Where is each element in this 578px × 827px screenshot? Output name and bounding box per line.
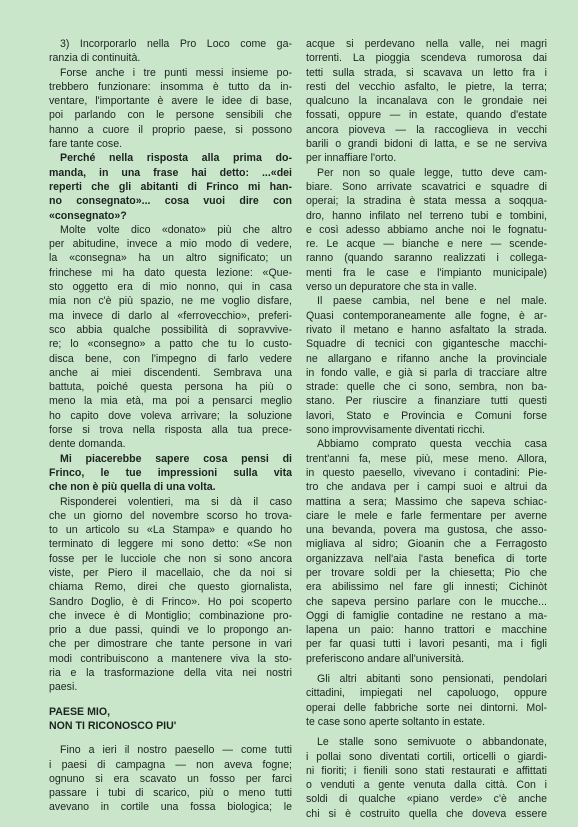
right-column-text-line: operai; la stradina è stata messa a soqqua- — [306, 195, 547, 208]
left-column-text-line: hanno a cuore il proprio paese, si possono — [49, 123, 292, 136]
right-column-text-line: per trovare soldi per la chiesetta; Pio che — [306, 566, 547, 579]
right-column-text-line: ranno (quando saranno realizzati i collega- — [306, 252, 547, 265]
left-text-column — [49, 37, 292, 815]
left-column-bold-line: manda, in una frase hai detto: ...«dei — [49, 166, 292, 179]
right-column-text-line: Abbiamo comprato questa vecchia casa — [317, 438, 547, 451]
right-column-text-line: una bevanda, povera ma gustosa, che asso- — [306, 524, 547, 537]
left-column-text-line: per abitudine, invece a mio modo di vedere, — [49, 238, 292, 251]
right-column-text-line: che sapeva persino parlare con le mucche... — [306, 595, 547, 608]
right-column-text-line: Gli altri abitanti sono pensionati, pendolari — [317, 673, 547, 686]
right-column-text-line: per far quasi tutti i lavori pesanti, ma i figli — [306, 638, 547, 651]
right-column-text-line: chi si è costruito quella che doveva essere — [306, 807, 547, 820]
right-column-text-line: resti del vecchio asfalto, le pietre, la terra; — [306, 80, 547, 93]
paragraph-spacer — [49, 733, 292, 743]
right-column-text-line: operai delle fabbriche sorte nei dintorni. Mol- — [306, 701, 547, 714]
right-column-text-line: Squadre di tecnici con gigantesche macchi- — [306, 338, 547, 351]
right-column-text-line: mattina a sera; Massimo che sapeva schiac- — [306, 495, 547, 508]
right-column-text-line: migliava al sidro; Gioanin che a Ferragosto — [306, 538, 547, 551]
left-column-text-line: che un giorno del novembre scorso ho trova- — [49, 509, 292, 522]
right-column-text-line: lavori, Stato e Provincia e Comuni forse — [306, 409, 547, 422]
right-column-text-line: fossati, oppure — in estate, quando d'estate — [306, 109, 547, 122]
left-column-bold-line: che non è più quella di una volta. — [49, 481, 216, 494]
right-column-text-line: sono improvvisamente diventati ricchi. — [306, 424, 485, 437]
left-column-text-line: che invece è di Montiglio; combinazione pro- — [49, 609, 292, 622]
right-column-text-line: strade: quelle che ci sono, sembra, non ba- — [306, 381, 547, 394]
right-column-text-line: rivato il metano e hanno asfaltato la strada. — [306, 323, 547, 336]
right-column-text-line: ciare le mele e farle fermentare per averne — [306, 509, 547, 522]
left-column-text-line: 3) Incorporarlo nella Pro Loco come ga- — [60, 38, 292, 50]
left-column-text-line: ognuno si era scavato un fosso per farci — [49, 772, 292, 785]
left-column-text-line: re; lo «consegno» a patto che tu lo custo- — [49, 338, 292, 351]
right-column-text-line: Per non so quale legge, tutto deve cam- — [317, 166, 547, 179]
right-column-text-line: ne allargano e rifanno anche la provinciale — [306, 352, 547, 365]
left-column-text-line: ho capito dove voleva arrivare; la soluzione — [49, 409, 292, 422]
left-column-text-line: trebbero funzionare: insomma è tutto da in- — [49, 80, 292, 93]
right-column-text-line: re. Le acque — bianche e nere — scende- — [306, 238, 547, 251]
right-column-text-line: dro, hanno infilato nel terreno tubi e tombini, — [306, 209, 547, 222]
left-column-text-line: poi parlando con le persone sensibili che — [49, 109, 292, 122]
right-column-text-line: ni fioriti; i fienili sono stati restaurati e affittati — [306, 764, 547, 777]
left-column-text-line: Forse anche i tre punti messi insieme po- — [60, 66, 292, 79]
right-column-text-line: biare. Sono arrivate scavatrici e squadre di — [306, 180, 547, 193]
right-column-text-line: acque si perdevano nella valle, nei magri — [306, 38, 547, 50]
right-column-text-line: cittadini, impiegati nel capoluogo, oppure — [306, 687, 547, 700]
right-column-text-line: era abilissimo nel fare gli innesti; Cichinòt — [306, 581, 547, 594]
right-column-text-line: barili o grandi bidoni di latta, e se ne serviva — [306, 138, 547, 151]
left-column-text-line: sto oggetto era di mio nonno, qui in casa — [49, 281, 292, 294]
right-column-text-line: soldi di qualche «piano verde» c'è anche — [306, 793, 547, 806]
right-column-text-line: verso un depuratore che sta in valle. — [306, 281, 477, 294]
left-column-text-line: viste, per Piero il macellaio, che da noi si — [49, 566, 292, 579]
left-column-text-line: la «consegna» ha un altro significato; un — [49, 252, 292, 265]
right-column-text-line: trent'anni fa, mese più, mese meno. Allora, — [306, 452, 547, 465]
paragraph-spacer — [49, 695, 292, 705]
left-column-text-line: passare i tubi di scarico, più o meno tutti — [49, 787, 292, 800]
left-column-bold-line: no consegnato»... cosa vuoi dire con — [49, 195, 292, 208]
right-column-text-line: qualcuno la incanalava con le grondaie nei — [306, 95, 547, 108]
right-column-text-line: lapena un paio: hanno trattori e macchine — [306, 624, 547, 637]
right-column-text-line: i pollai sono diventati cortili, orticelli o giardi- — [306, 750, 547, 763]
right-column-text-line: e così adesso abbiamo anche noi le fognatu- — [306, 223, 547, 236]
left-column-text-line: modi contribuiscono a mantenere viva la sto- — [49, 652, 292, 665]
right-text-column — [306, 37, 547, 821]
right-column-text-line: preferiscono andare all'università. — [306, 652, 465, 665]
left-column-bold-line: «consegnato»? — [49, 209, 127, 222]
left-column-text-line: paesi. — [49, 681, 78, 694]
right-column-text-line: stano. Per riuscire a finanziare tutti questi — [306, 395, 547, 408]
right-column-text-line: per innaffiare l'orto. — [306, 152, 397, 165]
left-column-text-line: battuta, poiché questa persona ha più o — [49, 381, 292, 394]
right-column-text-line: ancora pioveva — la raccoglieva in vecchi — [306, 123, 547, 136]
left-column-bold-line: Perché nella risposta alla prima do- — [60, 152, 292, 165]
left-column-text-line: ventare, l'importante è avere le idee di base, — [49, 95, 292, 108]
left-column-text-line: terminato di leggere mi sono detto: «Se non — [49, 538, 292, 551]
left-column-text-line: chiama Remo, direi che questo giornalista, — [49, 581, 292, 594]
right-column-text-line: tro che andava per i campi suoi e altrui da — [306, 481, 547, 494]
left-column-text-line: ma invece di darlo al «ferrovecchio», preferi- — [49, 309, 292, 322]
left-column-text-line: ria e la trasformazione della vita nei nostri — [49, 667, 292, 680]
left-column-bold-line: Frinco, le tue impressioni sulla vita — [49, 466, 292, 479]
right-column-text-line: in fondo valle, e già si parla di tracciare altre — [306, 366, 547, 379]
left-column-text-line: dente domanda. — [49, 438, 126, 451]
right-column-text-line: te case sono aperte soltanto in estate. — [306, 715, 486, 728]
left-column-text-line: anche ai miei discendenti. Sembrava una — [49, 366, 292, 379]
right-column-text-line: Oggi di famiglie contadine ne restano a ma- — [306, 609, 547, 622]
right-column-text-line: tetti sulla strada, si scavava un letto fra i — [306, 66, 547, 79]
left-column-text-line: prio a due passi, quindi ve lo propongo an- — [49, 624, 292, 637]
left-column-text-line: frinchese mi ha dato questa lezione: «Que- — [49, 266, 292, 279]
right-column-text-line: torrenti. La pioggia scendeva rumorosa dai — [306, 52, 547, 65]
left-column-text-line: fare tante cose. — [49, 138, 123, 151]
left-column-text-line: che per dimostrare che tante persone in vari — [49, 638, 292, 651]
left-column-bold-line: NON TI RICONOSCO PIU' — [49, 719, 177, 732]
left-column-text-line: Molte volte dico «donato» più che altro — [60, 223, 292, 236]
right-column-text-line: Le stalle sono semivuote o abbandonate, — [317, 736, 547, 749]
left-column-bold-line: PAESE MIO, — [49, 705, 111, 718]
left-column-bold-line: reperti che gli abitanti di Frinco mi han- — [49, 180, 292, 193]
left-column-text-line: sco abbia qualche possibilità di sopravvive- — [49, 323, 292, 336]
left-column-text-line: ranzia di continuità. — [49, 52, 141, 65]
left-column-text-line: forse si trova nella risposta alla tua prece- — [49, 424, 292, 437]
left-column-text-line: avevano in cortile una fossa biologica; le — [49, 801, 292, 814]
left-column-text-line: to un articolo su «La Stampa» e quando ho — [49, 524, 292, 537]
left-column-text-line: disca bene, con l'impegno di farlo vedere — [49, 352, 292, 365]
right-column-text-line: o venduti a gente venuta dalla città. Con i — [306, 779, 547, 792]
left-column-text-line: mia non c'è più spazio, ne me voglio disfare, — [49, 295, 292, 308]
left-column-text-line: Risponderei volentieri, ma si dà il caso — [60, 495, 292, 508]
left-column-text-line: meno la mia età, ma poi a pensarci meglio — [49, 395, 292, 408]
right-column-text-line: in questo paesello, vivevano i contadini: Pie- — [306, 466, 547, 479]
right-column-text-line: Il paese cambia, nel bene e nel male. — [317, 295, 547, 308]
left-column-bold-line: Mi piacerebbe sapere cosa pensi di — [60, 452, 292, 465]
right-column-text-line: Quasi contemporaneamente alle fogne, è ar- — [306, 309, 547, 322]
left-column-text-line: Fino a ieri il nostro paesello — come tutti — [60, 744, 292, 757]
left-column-text-line: i paesi di campagna — non aveva fogne; — [49, 758, 292, 771]
left-column-text-line: Sandro Doglio, è di Frinco». Ho poi scoperto — [49, 595, 292, 608]
right-column-text-line: menti fra le case e l'impianto municipale) — [306, 266, 547, 279]
left-column-text-line: fosse per le lucciole che non si sono ancora — [49, 552, 292, 565]
right-column-text-line: organizzava nell'aia l'asta benefica di torte — [306, 552, 547, 565]
